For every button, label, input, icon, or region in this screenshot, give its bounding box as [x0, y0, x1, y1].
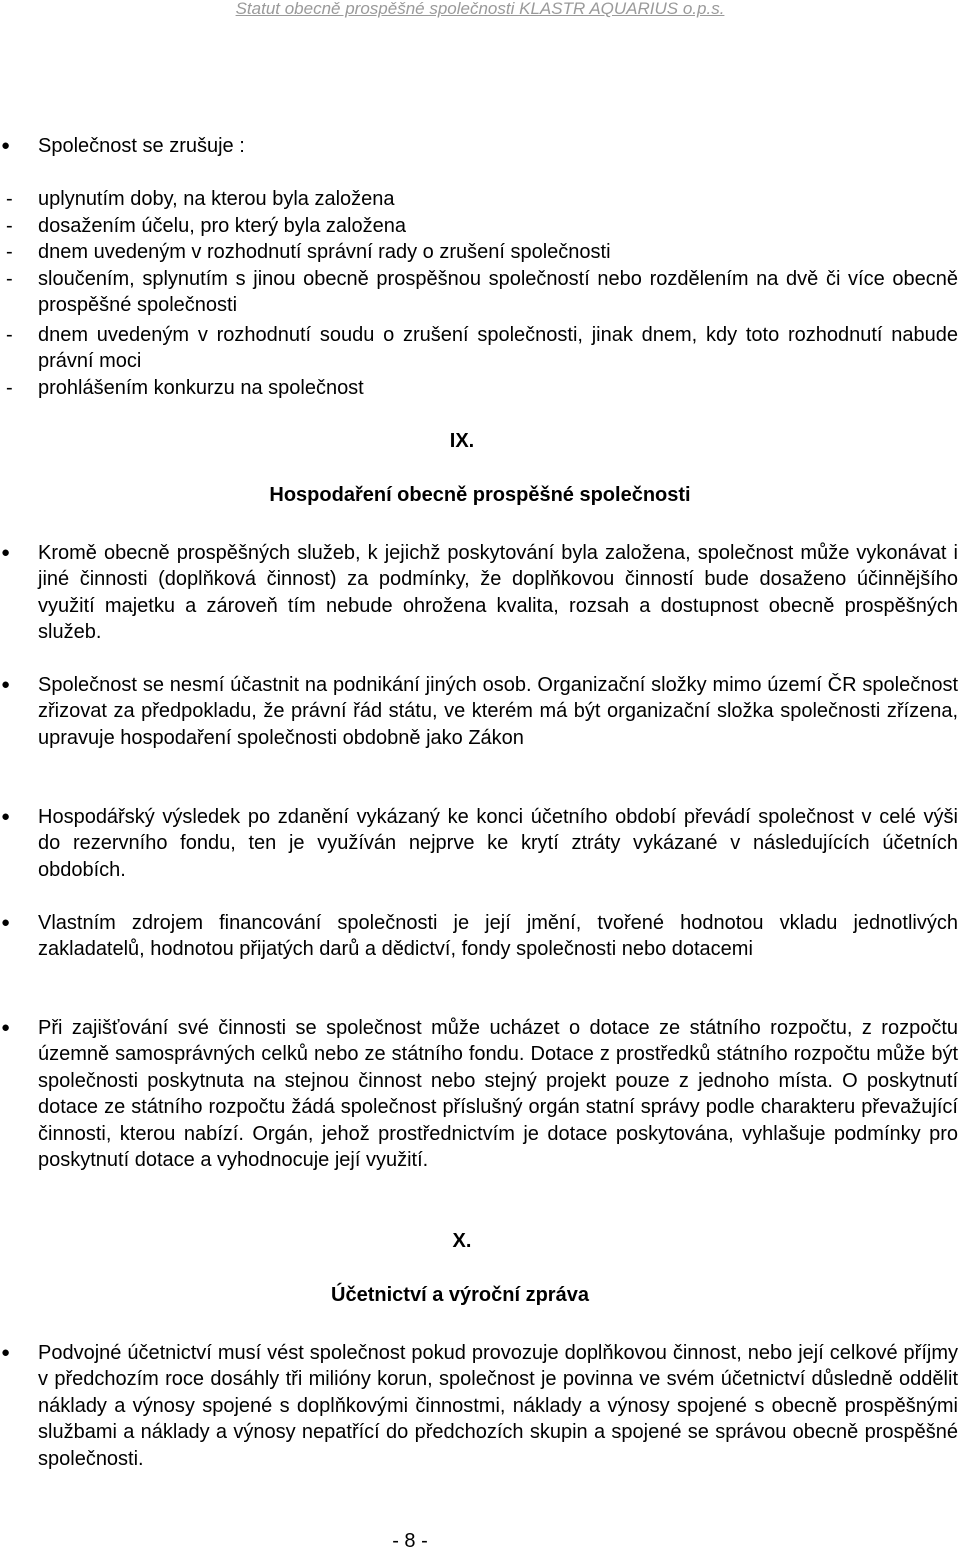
paragraph: Společnost se nesmí účastnit na podnikání jiných osob. Organizační složky mimo území ČR společnost zřizovat za předpokladu, že právní řád státu, ve kterém má být organizační složka společnosti zřízena, upravuje hospodaření společnosti obdobně jako Zákon — [38, 674, 958, 749]
section-title: Účetnictví a výroční zpráva — [331, 1284, 589, 1306]
bullet-icon: ● — [1, 1344, 11, 1361]
paragraph: Hospodářský výsledek po zdanění vykázaný ke konci účetního období převádí společnost v celé výši do rezervního fondu, ten je využíván nejprve ke krytí ztráty vykázané v následujících účetních obdobích. — [38, 806, 958, 881]
bullet-icon: ● — [1, 137, 11, 154]
dash-marker: - — [6, 324, 13, 346]
dash-marker: - — [6, 377, 13, 399]
page-number: - 8 - — [392, 1530, 428, 1552]
paragraph: Vlastním zdrojem financování společnosti je její jmění, tvořené hodnotou vkladu jednotlivých zakladatelů, hodnotou přijatých darů a dědictví, fondy společnosti nebo dotacemi — [38, 912, 958, 961]
bullet-icon: ● — [1, 1019, 11, 1036]
dissolution-item: dnem uvedeným v rozhodnutí soudu o zrušení společnosti, jinak dnem, kdy toto rozhodnutí nabude právní moci — [38, 324, 958, 373]
dash-marker: - — [6, 241, 13, 263]
dash-marker: - — [6, 268, 13, 290]
bullet-icon: ● — [1, 676, 11, 693]
section-number: X. — [452, 1230, 472, 1252]
section-number: IX. — [449, 430, 475, 452]
bullet-icon: ● — [1, 544, 11, 561]
paragraph: Kromě obecně prospěšných služeb, k jejichž poskytování byla založena, společnost může vykonávat i jiné činnosti (doplňková činnost) za podmínky, že doplňkovou činností bude dosaženo účinnějšího využití majetku a zároveň tím nebude ohrožena kvalita, rozsah a dostupnost obecně prospěšných služeb. — [38, 542, 958, 644]
paragraph: Při zajišťování své činnosti se společnost může ucházet o dotace ze státního rozpočtu, z rozpočtu územně samosprávných celků nebo ze státního fondu. Dotace z prostředků státního rozpočtu může být společnosti poskytnuta na stejnou činnost nebo stejný projekt pouze z jednoho místa. O poskytnutí dotace ze státního rozpočtu žádá společnost příslušný orgán statní správy podle charakteru převažující činnosti, kterou nabízí. Orgán, jehož prostřednictvím je dotace poskytována, vyhlašuje podmínky pro poskytnutí dotace a vyhodnocuje její využití. — [38, 1017, 958, 1172]
dissolution-intro: Společnost se zrušuje : — [38, 135, 245, 157]
dissolution-item: uplynutím doby, na kterou byla založena — [38, 188, 395, 210]
document-header: Statut obecně prospěšné společnosti KLASTR AQUARIUS o.p.s. — [235, 0, 725, 18]
bullet-icon: ● — [1, 808, 11, 825]
dissolution-item: dosažením účelu, pro který byla založena — [38, 215, 406, 237]
dissolution-item: prohlášením konkurzu na společnost — [38, 377, 364, 399]
dissolution-item: dnem uvedeným v rozhodnutí správní rady o zrušení společnosti — [38, 241, 611, 263]
paragraph: Podvojné účetnictví musí vést společnost pokud provozuje doplňkovou činnost, nebo její celkové příjmy v předchozím roce dosáhly tři milióny korun, společnost je povinna ve svém účetnictví důsledně oddělit náklady a výnosy spojené s doplňkovými činnostmi, náklady a výnosy spojené s obecně prospěšnými službami a náklady a výnosy nepatřící do předchozích skupin a spojené se správou obecně prospěšné společnosti. — [38, 1342, 958, 1470]
dissolution-item: sloučením, splynutím s jinou obecně prospěšnou společností nebo rozdělením na dvě či více obecně prospěšné společnosti — [38, 268, 958, 317]
bullet-icon: ● — [1, 914, 11, 931]
dash-marker: - — [6, 188, 13, 210]
section-title: Hospodaření obecně prospěšné společnosti — [269, 484, 691, 506]
dash-marker: - — [6, 215, 13, 237]
